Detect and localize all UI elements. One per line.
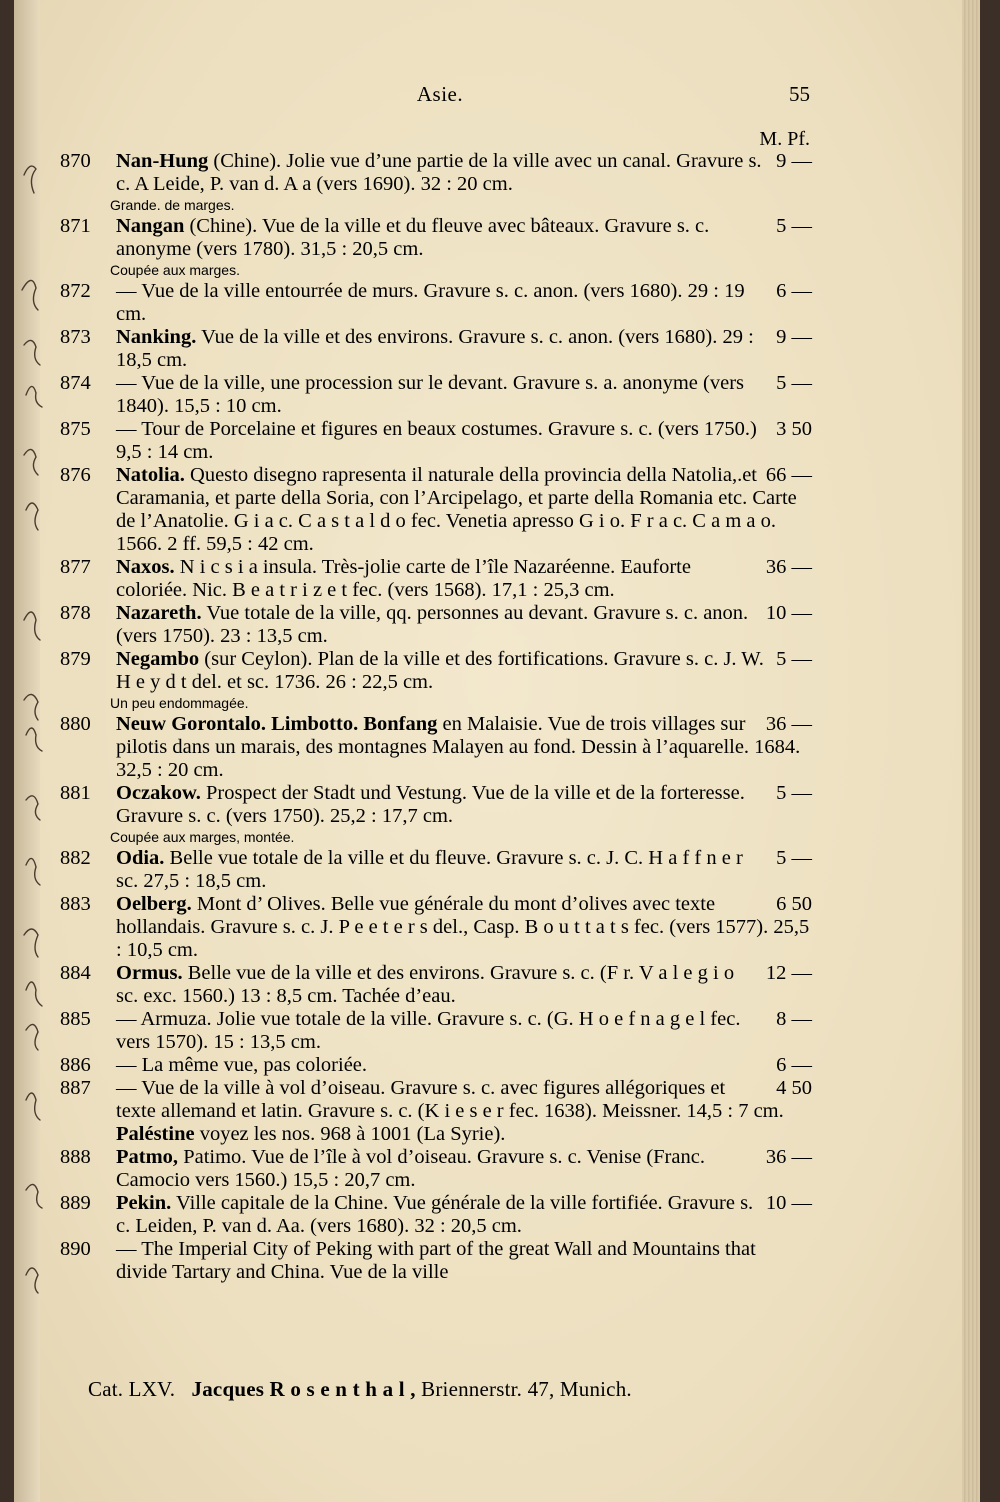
entry-number: 890 — [60, 1238, 91, 1260]
entry-description: (Chine). Jolie vue d’une partie de la ville avec un canal. Gravure s. c. A Leide, P. van d. A a (vers 1690). 32 : 20 cm. — [116, 150, 762, 195]
entry-description: Belle vue totale de la ville et du fleuve. Gravure s. c. J. C. H a f f n e r sc. 27,5 : 18,5 cm. — [116, 847, 743, 892]
entry-number: 875 — [60, 418, 91, 440]
footer-firm: Jacques R o s e n t h a l , — [191, 1377, 416, 1401]
entry-description: Mont d’ Olives. Belle vue générale du mont d’olives avec texte hollandais. Gravure s. c. J. P e e t e r s del., Casp. B o u t t a t s fec. (vers 1577). 25,5 : 10,5 cm. — [116, 893, 810, 961]
entry-number: 889 — [60, 1192, 91, 1214]
entry-number: 881 — [60, 782, 91, 804]
catalog-entry — [60, 893, 812, 962]
entry-description: — The Imperial City of Peking with part of the great Wall and Mountains that divide Tartary and China. Vue de la ville — [116, 1238, 756, 1283]
catalog-entry — [60, 556, 812, 602]
entry-description: Patimo. Vue de l’île à vol d’oiseau. Gravure s. c. Venise (Franc. Camocio vers 1560.) 15,5 : 20,7 cm. — [116, 1146, 705, 1191]
entry-price: 12 — — [765, 962, 812, 984]
entry-price: 5 — — [776, 847, 812, 869]
entry-title: Naxos. — [116, 556, 175, 578]
entry-number: 873 — [60, 326, 91, 348]
page-number: 55 — [789, 82, 810, 106]
entry-title: Patmo, — [116, 1146, 179, 1168]
entry-description: — Vue de la ville entourrée de murs. Gravure s. c. anon. (vers 1680). 29 : 19 cm. — [116, 280, 745, 325]
entry-title: Ormus. — [116, 962, 183, 984]
entry-title: Nangan — [116, 215, 185, 237]
catalog-entry — [60, 1192, 812, 1238]
entry-description: — La même vue, pas coloriée. — [116, 1054, 368, 1076]
entry-description: Belle vue de la ville et des environs. Gravure s. c. (F r. V a l e g i o sc. exc. 1560.) 13 : 8,5 cm. Tachée d’eau. — [116, 962, 735, 1007]
entry-price: 36 — — [765, 713, 812, 735]
catalog-entry — [60, 1146, 812, 1192]
entry-price: 5 — — [776, 372, 812, 394]
entry-number: 871 — [60, 215, 91, 237]
catalog-entry — [60, 150, 812, 196]
entry-condition-note: Grande. de marges. — [110, 197, 235, 213]
entry-description: — Armuza. Jolie vue totale de la ville. Gravure s. c. (G. H o e f n a g e l fec. vers 1570). 15 : 13,5 cm. — [116, 1008, 741, 1053]
catalog-entry — [60, 782, 812, 828]
entry-number: 884 — [60, 962, 91, 984]
entry-number: 882 — [60, 847, 91, 869]
entry-title: Odia. — [116, 847, 165, 869]
entry-price: 6 50 — [776, 893, 812, 915]
entry-price: 5 — — [776, 782, 812, 804]
catalog-entry — [60, 372, 812, 418]
catalog-entry — [60, 326, 812, 372]
entry-number: 886 — [60, 1054, 91, 1076]
entry-price: 10 — — [765, 602, 812, 624]
entry-description: (Chine). Vue de la ville et du fleuve avec bâteaux. Gravure s. c. anonyme (vers 1780). 31,5 : 20,5 cm. — [116, 215, 710, 260]
entry-title: Oelberg. — [116, 893, 192, 915]
catalog-entry — [60, 280, 812, 326]
entry-description: (sur Ceylon). Plan de la ville et des fortifications. Gravure s. c. J. W. H e y d t del. et sc. 1736. 26 : 22,5 cm. — [116, 648, 764, 693]
catalog-entry — [60, 464, 812, 556]
entry-number: 877 — [60, 556, 91, 578]
entry-description: Questo disegno rapresenta il naturale della provincia della Natolia,.et Caramania, et parte della Soria, con l’Arcipelago, et parte della Romania etc. Carte de l’Anatolie. G i a c. C a s t a l d o fec. Venetia apresso G i o. F r a c. C a m a o. 1566. 2 ff. 59,5 : 42 cm. — [116, 464, 797, 555]
catalog-entry — [60, 1123, 812, 1146]
entry-price: 9 — — [776, 326, 812, 348]
catalog-entry — [60, 215, 812, 261]
entry-price: 5 — — [776, 648, 812, 670]
entry-number: 880 — [60, 713, 91, 735]
entry-title: Nazareth. — [116, 602, 202, 624]
entry-number: 887 — [60, 1077, 91, 1099]
entry-title: Nan-Hung — [116, 150, 209, 172]
entry-price: 6 — — [776, 1054, 812, 1076]
running-head-title: Asie. — [416, 82, 464, 106]
entry-condition-note: Un peu endommagée. — [110, 695, 249, 711]
entry-condition-note: Coupée aux marges, montée. — [110, 829, 295, 845]
catalog-entry — [60, 1077, 812, 1123]
entry-title: Pekin. — [116, 1192, 172, 1214]
entry-price: 10 — — [765, 1192, 812, 1214]
entry-description: — Tour de Porcelaine et figures en beaux costumes. Gravure s. c. (vers 1750.) 9,5 : 14 cm. — [116, 418, 757, 463]
entry-price: 5 — — [776, 215, 812, 237]
catalog-entry — [60, 847, 812, 893]
catalog-entry — [60, 1008, 812, 1054]
catalog-entry — [60, 418, 812, 464]
entry-number: 878 — [60, 602, 91, 624]
entry-price: 4 50 — [776, 1077, 812, 1099]
entry-number: 874 — [60, 372, 91, 394]
entry-description: — Vue de la ville à vol d’oiseau. Gravure s. c. avec figures allégoriques et texte allemand et latin. Gravure s. c. (K i e s e r fec. 1638). Meissner. 14,5 : 7 cm. — [116, 1077, 784, 1122]
catalog-entry — [60, 962, 812, 1008]
entry-number: 883 — [60, 893, 91, 915]
entry-description: — Vue de la ville, une procession sur le devant. Gravure s. a. anonyme (vers 1840). 15,5 : 10 cm. — [116, 372, 745, 417]
entry-number: 879 — [60, 648, 91, 670]
catalog-entry — [60, 1238, 812, 1284]
entry-price: 66 — — [765, 464, 812, 486]
handwritten-margin-notes — [14, 0, 54, 1502]
entry-title: Paléstine — [116, 1123, 195, 1145]
entry-description: voyez les nos. 968 à 1001 (La Syrie). — [194, 1123, 506, 1145]
entry-number: 870 — [60, 150, 91, 172]
entry-title: Negambo — [116, 648, 200, 670]
entry-price: 6 — — [776, 280, 812, 302]
entry-number: 885 — [60, 1008, 91, 1030]
entry-number: 876 — [60, 464, 91, 486]
entry-number: 888 — [60, 1146, 91, 1168]
entry-description: Prospect der Stadt und Vestung. Vue de la ville et de la forteresse. Gravure s. c. (vers 1750). 25,2 : 17,7 cm. — [116, 782, 745, 827]
entry-condition-note: Coupée aux marges. — [110, 262, 240, 278]
currency-label: M. Pf. — [759, 128, 810, 150]
entry-price: 36 — — [765, 556, 812, 578]
catalog-entry — [60, 1054, 812, 1077]
entry-price: 3 50 — [776, 418, 812, 440]
entry-price: 8 — — [776, 1008, 812, 1030]
entry-description: Vue de la ville et des environs. Gravure s. c. anon. (vers 1680). 29 : 18,5 cm. — [116, 326, 754, 371]
catalog-entry — [60, 602, 812, 648]
footer-catalog: Cat. LXV. — [88, 1377, 176, 1401]
entry-price: 36 — — [765, 1146, 812, 1168]
entry-price: 9 — — [776, 150, 812, 172]
entry-number: 872 — [60, 280, 91, 302]
entry-title: Neuw Gorontalo. Limbotto. Bonfang — [116, 713, 438, 735]
entry-description: Vue totale de la ville, qq. personnes au devant. Gravure s. c. anon. (vers 1750). 23 : 13,5 cm. — [116, 602, 749, 647]
footer-address: Briennerstr. 47, Munich. — [421, 1377, 632, 1401]
entry-title: Nanking. — [116, 326, 197, 348]
catalog-entries — [60, 150, 812, 1284]
entry-title: Natolia. — [116, 464, 185, 486]
page-edge — [962, 0, 980, 1502]
catalog-entry — [60, 713, 812, 782]
catalog-footer — [88, 1377, 808, 1402]
catalog-entry — [60, 648, 812, 694]
entry-description: N i c s i a insula. Très-jolie carte de l’île Nazaréenne. Eauforte coloriée. Nic. B e a t r i z e t fec. (vers 1568). 17,1 : 25,3 cm. — [116, 556, 691, 601]
entry-description: Ville capitale de la Chine. Vue générale de la ville fortifiée. Gravure s. c. Leiden, P. van d. Aa. (vers 1680). 32 : 20,5 cm. — [116, 1192, 754, 1237]
entry-title: Oczakow. — [116, 782, 201, 804]
entry-description: en Malaisie. Vue de trois villages sur pilotis dans un marais, des montagnes Malayen au fond. Dessin à l’aquarelle. 1684. 32,5 : 20 cm. — [116, 713, 801, 781]
